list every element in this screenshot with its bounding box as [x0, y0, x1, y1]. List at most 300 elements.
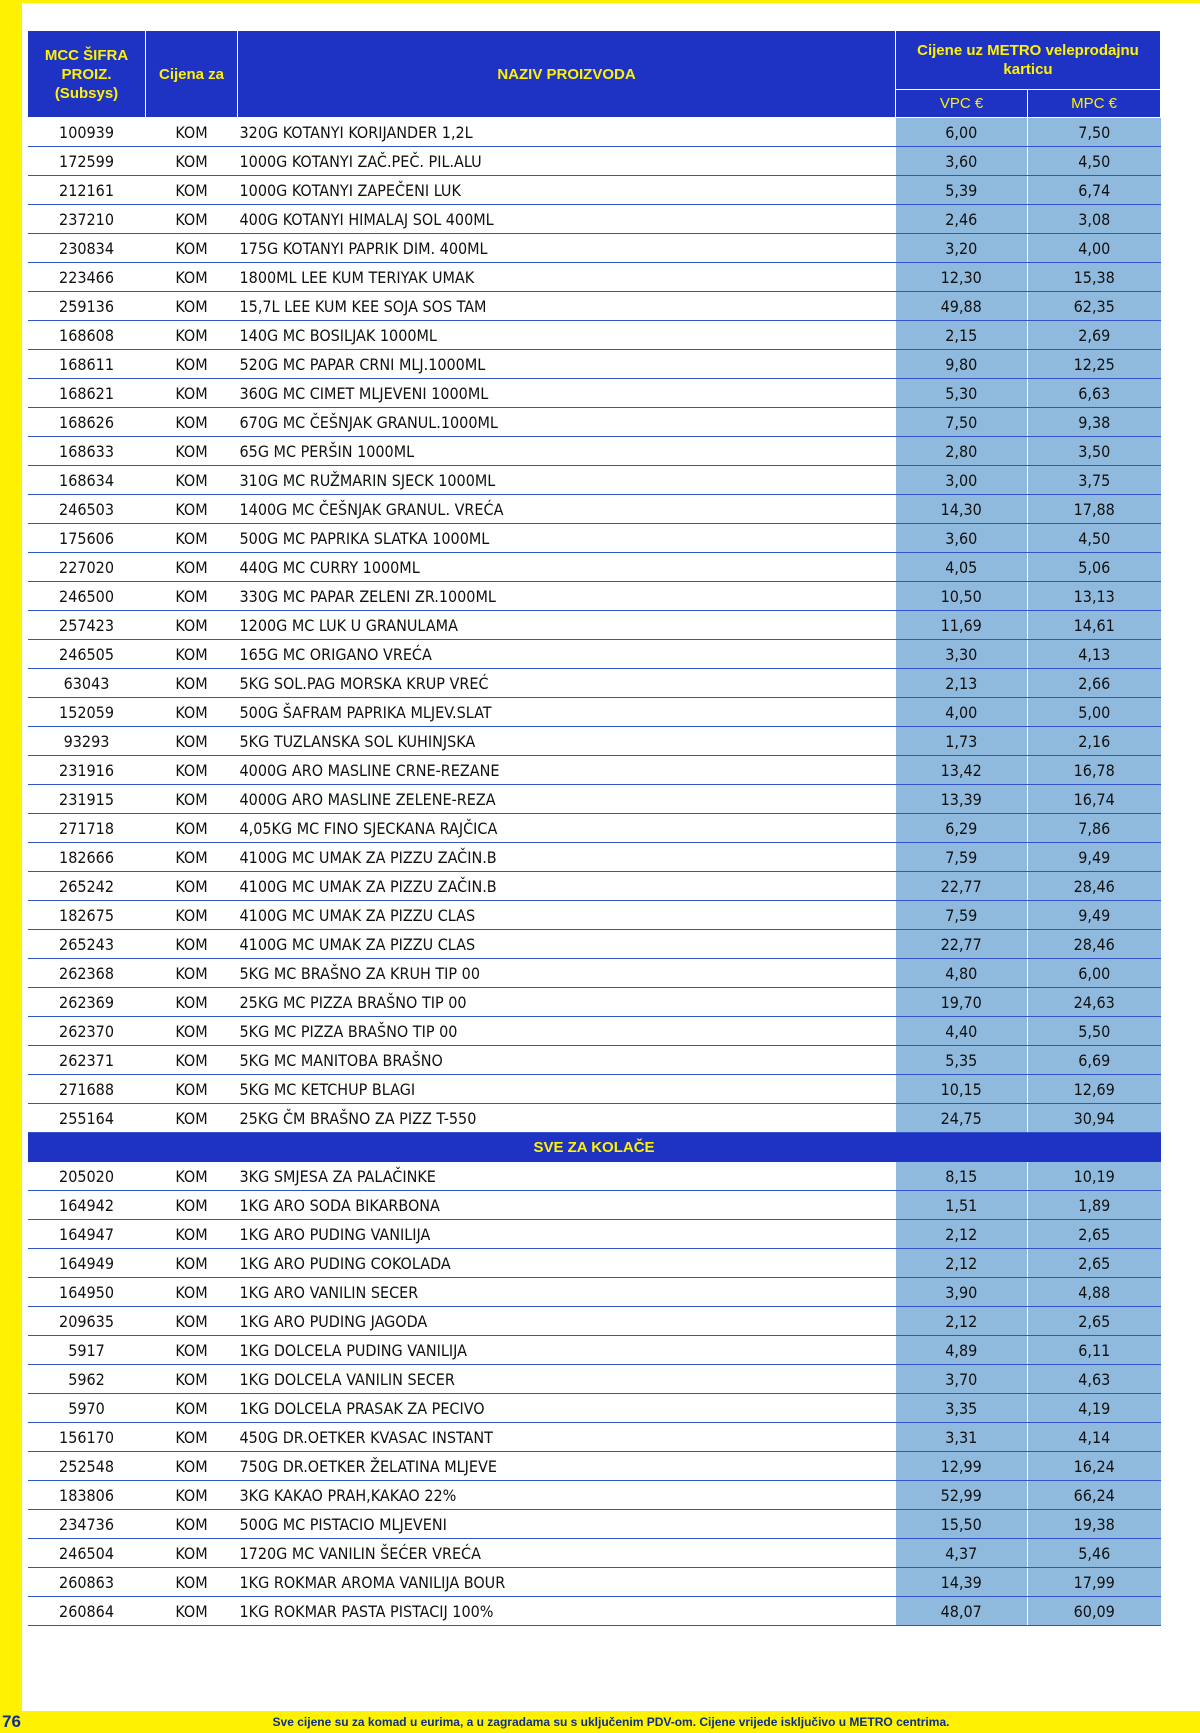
cell-code: 152059	[28, 698, 146, 727]
cell-vpc: 9,80	[896, 350, 1028, 379]
cell-code: 212161	[28, 176, 146, 205]
cell-mpc: 6,63	[1028, 379, 1161, 408]
cell-vpc: 3,30	[896, 640, 1028, 669]
cell-code: 164942	[28, 1191, 146, 1220]
cell-unit: KOM	[146, 524, 238, 553]
cell-vpc: 24,75	[896, 1104, 1028, 1133]
cell-vpc: 8,15	[896, 1162, 1028, 1191]
cell-vpc: 12,99	[896, 1452, 1028, 1481]
cell-name: 1720G MC VANILIN ŠEĆER VREĆA	[238, 1539, 896, 1568]
cell-unit: KOM	[146, 1568, 238, 1597]
table-row	[28, 524, 1161, 553]
cell-mpc: 4,19	[1028, 1394, 1161, 1423]
table-row	[28, 727, 1161, 756]
table-row	[28, 379, 1161, 408]
cell-unit: KOM	[146, 1452, 238, 1481]
cell-mpc: 4,50	[1028, 147, 1161, 176]
cell-code: 223466	[28, 263, 146, 292]
table-row	[28, 959, 1161, 988]
cell-mpc: 4,50	[1028, 524, 1161, 553]
cell-mpc: 24,63	[1028, 988, 1161, 1017]
cell-code: 262368	[28, 959, 146, 988]
cell-code: 182666	[28, 843, 146, 872]
cell-name: 1KG ARO VANILIN SECER	[238, 1278, 896, 1307]
cell-code: 246504	[28, 1539, 146, 1568]
header-mpc: MPC €	[1028, 90, 1161, 118]
cell-code: 262369	[28, 988, 146, 1017]
cell-mpc: 2,65	[1028, 1220, 1161, 1249]
cell-name: 140G MC BOSILJAK 1000ML	[238, 321, 896, 350]
cell-unit: KOM	[146, 611, 238, 640]
cell-name: 4100G MC UMAK ZA PIZZU CLAS	[238, 901, 896, 930]
cell-code: 227020	[28, 553, 146, 582]
table-row	[28, 205, 1161, 234]
cell-code: 234736	[28, 1510, 146, 1539]
cell-mpc: 3,50	[1028, 437, 1161, 466]
cell-unit: KOM	[146, 1191, 238, 1220]
cell-unit: KOM	[146, 437, 238, 466]
cell-name: 5KG TUZLANSKA SOL KUHINJSKA	[238, 727, 896, 756]
cell-vpc: 22,77	[896, 930, 1028, 959]
header-vpc: VPC €	[896, 90, 1028, 118]
cell-vpc: 4,80	[896, 959, 1028, 988]
table-row	[28, 1365, 1161, 1394]
cell-code: 168611	[28, 350, 146, 379]
cell-vpc: 48,07	[896, 1597, 1028, 1626]
cell-code: 259136	[28, 292, 146, 321]
cell-name: 65G MC PERŠIN 1000ML	[238, 437, 896, 466]
cell-mpc: 4,00	[1028, 234, 1161, 263]
table-row	[28, 1452, 1161, 1481]
cell-vpc: 4,37	[896, 1539, 1028, 1568]
table-row	[28, 1191, 1161, 1220]
cell-unit: KOM	[146, 1365, 238, 1394]
cell-mpc: 12,69	[1028, 1075, 1161, 1104]
table-row	[28, 1423, 1161, 1452]
cell-unit: KOM	[146, 292, 238, 321]
cell-mpc: 6,74	[1028, 176, 1161, 205]
cell-code: 175606	[28, 524, 146, 553]
table-row	[28, 1046, 1161, 1075]
table-row	[28, 1597, 1161, 1626]
cell-unit: KOM	[146, 350, 238, 379]
cell-unit: KOM	[146, 1336, 238, 1365]
cell-unit: KOM	[146, 1220, 238, 1249]
cell-mpc: 60,09	[1028, 1597, 1161, 1626]
cell-vpc: 3,31	[896, 1423, 1028, 1452]
table-row	[28, 553, 1161, 582]
cell-vpc: 1,51	[896, 1191, 1028, 1220]
cell-unit: KOM	[146, 756, 238, 785]
cell-vpc: 2,12	[896, 1249, 1028, 1278]
cell-unit: KOM	[146, 1597, 238, 1626]
cell-code: 5962	[28, 1365, 146, 1394]
cell-mpc: 5,06	[1028, 553, 1161, 582]
cell-name: 1KG ARO PUDING JAGODA	[238, 1307, 896, 1336]
cell-vpc: 5,35	[896, 1046, 1028, 1075]
cell-code: 265243	[28, 930, 146, 959]
header-price-group: Cijene uz METRO veleprodajnu karticu	[896, 31, 1161, 90]
cell-code: 164949	[28, 1249, 146, 1278]
cell-mpc: 2,66	[1028, 669, 1161, 698]
cell-name: 1KG ARO SODA BIKARBONA	[238, 1191, 896, 1220]
cell-code: 260864	[28, 1597, 146, 1626]
table-row	[28, 1220, 1161, 1249]
cell-code: 168626	[28, 408, 146, 437]
table-row	[28, 1249, 1161, 1278]
cell-name: 1400G MC ČEŠNJAK GRANUL. VREĆA	[238, 495, 896, 524]
cell-code: 246505	[28, 640, 146, 669]
table-row	[28, 292, 1161, 321]
cell-name: 500G MC PISTACIO MLJEVENI	[238, 1510, 896, 1539]
cell-code: 260863	[28, 1568, 146, 1597]
cell-vpc: 22,77	[896, 872, 1028, 901]
cell-mpc: 6,69	[1028, 1046, 1161, 1075]
cell-name: 1KG ROKMAR PASTA PISTACIJ 100%	[238, 1597, 896, 1626]
table-row	[28, 234, 1161, 263]
cell-code: 262371	[28, 1046, 146, 1075]
cell-mpc: 13,13	[1028, 582, 1161, 611]
cell-mpc: 28,46	[1028, 930, 1161, 959]
table-row	[28, 988, 1161, 1017]
cell-unit: KOM	[146, 263, 238, 292]
cell-name: 4,05KG MC FINO SJECKANA RAJČICA	[238, 814, 896, 843]
cell-name: 320G KOTANYI KORIJANDER 1,2L	[238, 118, 896, 147]
cell-vpc: 7,50	[896, 408, 1028, 437]
cell-name: 450G DR.OETKER KVASAC INSTANT	[238, 1423, 896, 1452]
cell-vpc: 7,59	[896, 843, 1028, 872]
cell-name: 3KG SMJESA ZA PALAČINKE	[238, 1162, 896, 1191]
cell-unit: KOM	[146, 582, 238, 611]
cell-name: 1000G KOTANYI ZAČ.PEČ. PIL.ALU	[238, 147, 896, 176]
cell-name: 400G KOTANYI HIMALAJ SOL 400ML	[238, 205, 896, 234]
cell-code: 271688	[28, 1075, 146, 1104]
cell-code: 93293	[28, 727, 146, 756]
table-row	[28, 1278, 1161, 1307]
cell-mpc: 6,00	[1028, 959, 1161, 988]
cell-name: 1800ML LEE KUM TERIYAK UMAK	[238, 263, 896, 292]
cell-code: 237210	[28, 205, 146, 234]
cell-unit: KOM	[146, 1539, 238, 1568]
table-row	[28, 669, 1161, 698]
cell-name: 1200G MC LUK U GRANULAMA	[238, 611, 896, 640]
cell-unit: KOM	[146, 1046, 238, 1075]
header-code: MCC ŠIFRA PROIZ. (Subsys)	[28, 31, 146, 118]
side-color-bar	[0, 0, 22, 1733]
cell-unit: KOM	[146, 205, 238, 234]
cell-name: 4100G MC UMAK ZA PIZZU ZAČIN.B	[238, 843, 896, 872]
cell-mpc: 2,69	[1028, 321, 1161, 350]
cell-code: 182675	[28, 901, 146, 930]
cell-unit: KOM	[146, 495, 238, 524]
cell-code: 230834	[28, 234, 146, 263]
cell-name: 1KG DOLCELA VANILIN SECER	[238, 1365, 896, 1394]
cell-code: 63043	[28, 669, 146, 698]
cell-vpc: 2,46	[896, 205, 1028, 234]
cell-mpc: 14,61	[1028, 611, 1161, 640]
cell-code: 205020	[28, 1162, 146, 1191]
cell-mpc: 4,88	[1028, 1278, 1161, 1307]
cell-mpc: 2,65	[1028, 1249, 1161, 1278]
header-product-name: NAZIV PROIZVODA	[238, 31, 896, 118]
cell-vpc: 3,35	[896, 1394, 1028, 1423]
cell-unit: KOM	[146, 466, 238, 495]
table-row	[28, 1481, 1161, 1510]
table-row	[28, 1104, 1161, 1133]
cell-name: 4000G ARO MASLINE ZELENE-REZA	[238, 785, 896, 814]
cell-unit: KOM	[146, 930, 238, 959]
cell-name: 1KG DOLCELA PRASAK ZA PECIVO	[238, 1394, 896, 1423]
table-row	[28, 1307, 1161, 1336]
cell-name: 310G MC RUŽMARIN SJECK 1000ML	[238, 466, 896, 495]
cell-name: 500G ŠAFRAM PAPRIKA MLJEV.SLAT	[238, 698, 896, 727]
cell-name: 5KG MC BRAŠNO ZA KRUH TIP 00	[238, 959, 896, 988]
cell-vpc: 3,70	[896, 1365, 1028, 1394]
cell-code: 5970	[28, 1394, 146, 1423]
table-row	[28, 611, 1161, 640]
table-row	[28, 930, 1161, 959]
table-row	[28, 1510, 1161, 1539]
cell-mpc: 12,25	[1028, 350, 1161, 379]
cell-mpc: 4,63	[1028, 1365, 1161, 1394]
cell-unit: KOM	[146, 1307, 238, 1336]
cell-vpc: 10,15	[896, 1075, 1028, 1104]
cell-mpc: 5,46	[1028, 1539, 1161, 1568]
header-unit: Cijena za	[146, 31, 238, 118]
cell-vpc: 10,50	[896, 582, 1028, 611]
cell-code: 255164	[28, 1104, 146, 1133]
cell-unit: KOM	[146, 379, 238, 408]
cell-unit: KOM	[146, 814, 238, 843]
cell-mpc: 7,50	[1028, 118, 1161, 147]
cell-mpc: 5,50	[1028, 1017, 1161, 1046]
cell-vpc: 5,30	[896, 379, 1028, 408]
cell-vpc: 3,60	[896, 524, 1028, 553]
cell-code: 265242	[28, 872, 146, 901]
cell-mpc: 30,94	[1028, 1104, 1161, 1133]
cell-mpc: 9,49	[1028, 843, 1161, 872]
cell-unit: KOM	[146, 1423, 238, 1452]
cell-vpc: 2,80	[896, 437, 1028, 466]
cell-mpc: 4,13	[1028, 640, 1161, 669]
cell-mpc: 19,38	[1028, 1510, 1161, 1539]
table-row	[28, 698, 1161, 727]
cell-mpc: 15,38	[1028, 263, 1161, 292]
cell-mpc: 10,19	[1028, 1162, 1161, 1191]
table-row	[28, 1568, 1161, 1597]
cell-code: 100939	[28, 118, 146, 147]
cell-mpc: 16,78	[1028, 756, 1161, 785]
table-row	[28, 1017, 1161, 1046]
cell-mpc: 5,00	[1028, 698, 1161, 727]
table-row	[28, 1336, 1161, 1365]
cell-unit: KOM	[146, 553, 238, 582]
cell-mpc: 16,24	[1028, 1452, 1161, 1481]
cell-unit: KOM	[146, 988, 238, 1017]
price-list-table	[27, 30, 1161, 1626]
cell-name: 5KG MC MANITOBA BRAŠNO	[238, 1046, 896, 1075]
cell-mpc: 17,88	[1028, 495, 1161, 524]
cell-mpc: 6,11	[1028, 1336, 1161, 1365]
cell-unit: KOM	[146, 1481, 238, 1510]
cell-name: 500G MC PAPRIKA SLATKA 1000ML	[238, 524, 896, 553]
cell-vpc: 15,50	[896, 1510, 1028, 1539]
cell-unit: KOM	[146, 176, 238, 205]
cell-vpc: 49,88	[896, 292, 1028, 321]
cell-mpc: 9,38	[1028, 408, 1161, 437]
cell-name: 520G MC PAPAR CRNI MLJ.1000ML	[238, 350, 896, 379]
cell-code: 168634	[28, 466, 146, 495]
table-row	[28, 437, 1161, 466]
cell-code: 156170	[28, 1423, 146, 1452]
table-row	[28, 1075, 1161, 1104]
cell-name: 4100G MC UMAK ZA PIZZU CLAS	[238, 930, 896, 959]
cell-name: 670G MC ČEŠNJAK GRANUL.1000ML	[238, 408, 896, 437]
cell-code: 252548	[28, 1452, 146, 1481]
cell-unit: KOM	[146, 118, 238, 147]
cell-vpc: 2,12	[896, 1220, 1028, 1249]
cell-unit: KOM	[146, 1104, 238, 1133]
cell-vpc: 19,70	[896, 988, 1028, 1017]
cell-unit: KOM	[146, 698, 238, 727]
cell-name: 5KG MC PIZZA BRAŠNO TIP 00	[238, 1017, 896, 1046]
table-row	[28, 582, 1161, 611]
cell-code: 257423	[28, 611, 146, 640]
cell-code: 168633	[28, 437, 146, 466]
cell-mpc: 62,35	[1028, 292, 1161, 321]
cell-unit: KOM	[146, 1394, 238, 1423]
cell-code: 262370	[28, 1017, 146, 1046]
cell-unit: KOM	[146, 1162, 238, 1191]
cell-vpc: 7,59	[896, 901, 1028, 930]
cell-code: 183806	[28, 1481, 146, 1510]
cell-mpc: 2,65	[1028, 1307, 1161, 1336]
cell-vpc: 4,00	[896, 698, 1028, 727]
cell-code: 246500	[28, 582, 146, 611]
cell-code: 231916	[28, 756, 146, 785]
page-number: 76	[2, 1712, 21, 1731]
cell-vpc: 3,20	[896, 234, 1028, 263]
table-row	[28, 843, 1161, 872]
cell-mpc: 66,24	[1028, 1481, 1161, 1510]
cell-mpc: 7,86	[1028, 814, 1161, 843]
cell-unit: KOM	[146, 1017, 238, 1046]
table-row	[28, 495, 1161, 524]
cell-mpc: 3,08	[1028, 205, 1161, 234]
cell-unit: KOM	[146, 872, 238, 901]
cell-code: 164950	[28, 1278, 146, 1307]
cell-name: 5KG SOL.PAG MORSKA KRUP VREĆ	[238, 669, 896, 698]
cell-unit: KOM	[146, 843, 238, 872]
cell-vpc: 5,39	[896, 176, 1028, 205]
cell-mpc: 1,89	[1028, 1191, 1161, 1220]
cell-vpc: 3,90	[896, 1278, 1028, 1307]
table-row	[28, 1539, 1161, 1568]
table-row	[28, 350, 1161, 379]
cell-vpc: 13,39	[896, 785, 1028, 814]
cell-unit: KOM	[146, 727, 238, 756]
cell-mpc: 9,49	[1028, 901, 1161, 930]
cell-mpc: 3,75	[1028, 466, 1161, 495]
cell-mpc: 28,46	[1028, 872, 1161, 901]
cell-name: 25KG MC PIZZA BRAŠNO TIP 00	[238, 988, 896, 1017]
cell-code: 168621	[28, 379, 146, 408]
cell-vpc: 2,15	[896, 321, 1028, 350]
section-header-row	[28, 1133, 1161, 1162]
table-row	[28, 321, 1161, 350]
cell-code: 271718	[28, 814, 146, 843]
cell-unit: KOM	[146, 234, 238, 263]
cell-unit: KOM	[146, 1278, 238, 1307]
cell-vpc: 4,05	[896, 553, 1028, 582]
cell-unit: KOM	[146, 1249, 238, 1278]
footer-note: Sve cijene su za komad u eurima, a u zagradama su s uključenim PDV-om. Cijene vrijede isključivo u METRO centrima.	[272, 1715, 950, 1729]
cell-code: 209635	[28, 1307, 146, 1336]
cell-mpc: 17,99	[1028, 1568, 1161, 1597]
cell-code: 5917	[28, 1336, 146, 1365]
cell-vpc: 6,00	[896, 118, 1028, 147]
cell-vpc: 4,89	[896, 1336, 1028, 1365]
top-color-strip	[22, 0, 1200, 3]
cell-vpc: 2,12	[896, 1307, 1028, 1336]
cell-mpc: 2,16	[1028, 727, 1161, 756]
table-row	[28, 872, 1161, 901]
cell-name: 440G MC CURRY 1000ML	[238, 553, 896, 582]
cell-name: 1KG ARO PUDING COKOLADA	[238, 1249, 896, 1278]
cell-unit: KOM	[146, 321, 238, 350]
cell-vpc: 14,30	[896, 495, 1028, 524]
table-row	[28, 1394, 1161, 1423]
section-title: SVE ZA KOLAČE	[28, 1133, 1161, 1162]
table-row	[28, 147, 1161, 176]
cell-name: 1KG ROKMAR AROMA VANILIJA BOUR	[238, 1568, 896, 1597]
cell-code: 172599	[28, 147, 146, 176]
cell-name: 25KG ČM BRAŠNO ZA PIZZ T-550	[238, 1104, 896, 1133]
table-row	[28, 814, 1161, 843]
cell-code: 246503	[28, 495, 146, 524]
cell-unit: KOM	[146, 147, 238, 176]
table-row	[28, 176, 1161, 205]
cell-vpc: 1,73	[896, 727, 1028, 756]
cell-unit: KOM	[146, 640, 238, 669]
cell-name: 330G MC PAPAR ZELENI ZR.1000ML	[238, 582, 896, 611]
table-row	[28, 466, 1161, 495]
cell-name: 750G DR.OETKER ŽELATINA MLJEVE	[238, 1452, 896, 1481]
cell-name: 1000G KOTANYI ZAPEČENI LUK	[238, 176, 896, 205]
cell-vpc: 4,40	[896, 1017, 1028, 1046]
table-row	[28, 263, 1161, 292]
cell-name: 5KG MC KETCHUP BLAGI	[238, 1075, 896, 1104]
cell-unit: KOM	[146, 1075, 238, 1104]
cell-name: 3KG KAKAO PRAH,KAKAO 22%	[238, 1481, 896, 1510]
cell-vpc: 14,39	[896, 1568, 1028, 1597]
cell-unit: KOM	[146, 959, 238, 988]
cell-name: 15,7L LEE KUM KEE SOJA SOS TAM	[238, 292, 896, 321]
table-row	[28, 756, 1161, 785]
cell-vpc: 2,13	[896, 669, 1028, 698]
cell-unit: KOM	[146, 669, 238, 698]
cell-code: 168608	[28, 321, 146, 350]
cell-mpc: 16,74	[1028, 785, 1161, 814]
cell-vpc: 12,30	[896, 263, 1028, 292]
table-row	[28, 785, 1161, 814]
table-row	[28, 408, 1161, 437]
cell-name: 4000G ARO MASLINE CRNE-REZANE	[238, 756, 896, 785]
cell-name: 360G MC CIMET MLJEVENI 1000ML	[238, 379, 896, 408]
cell-code: 231915	[28, 785, 146, 814]
cell-unit: KOM	[146, 901, 238, 930]
table-row	[28, 1162, 1161, 1191]
